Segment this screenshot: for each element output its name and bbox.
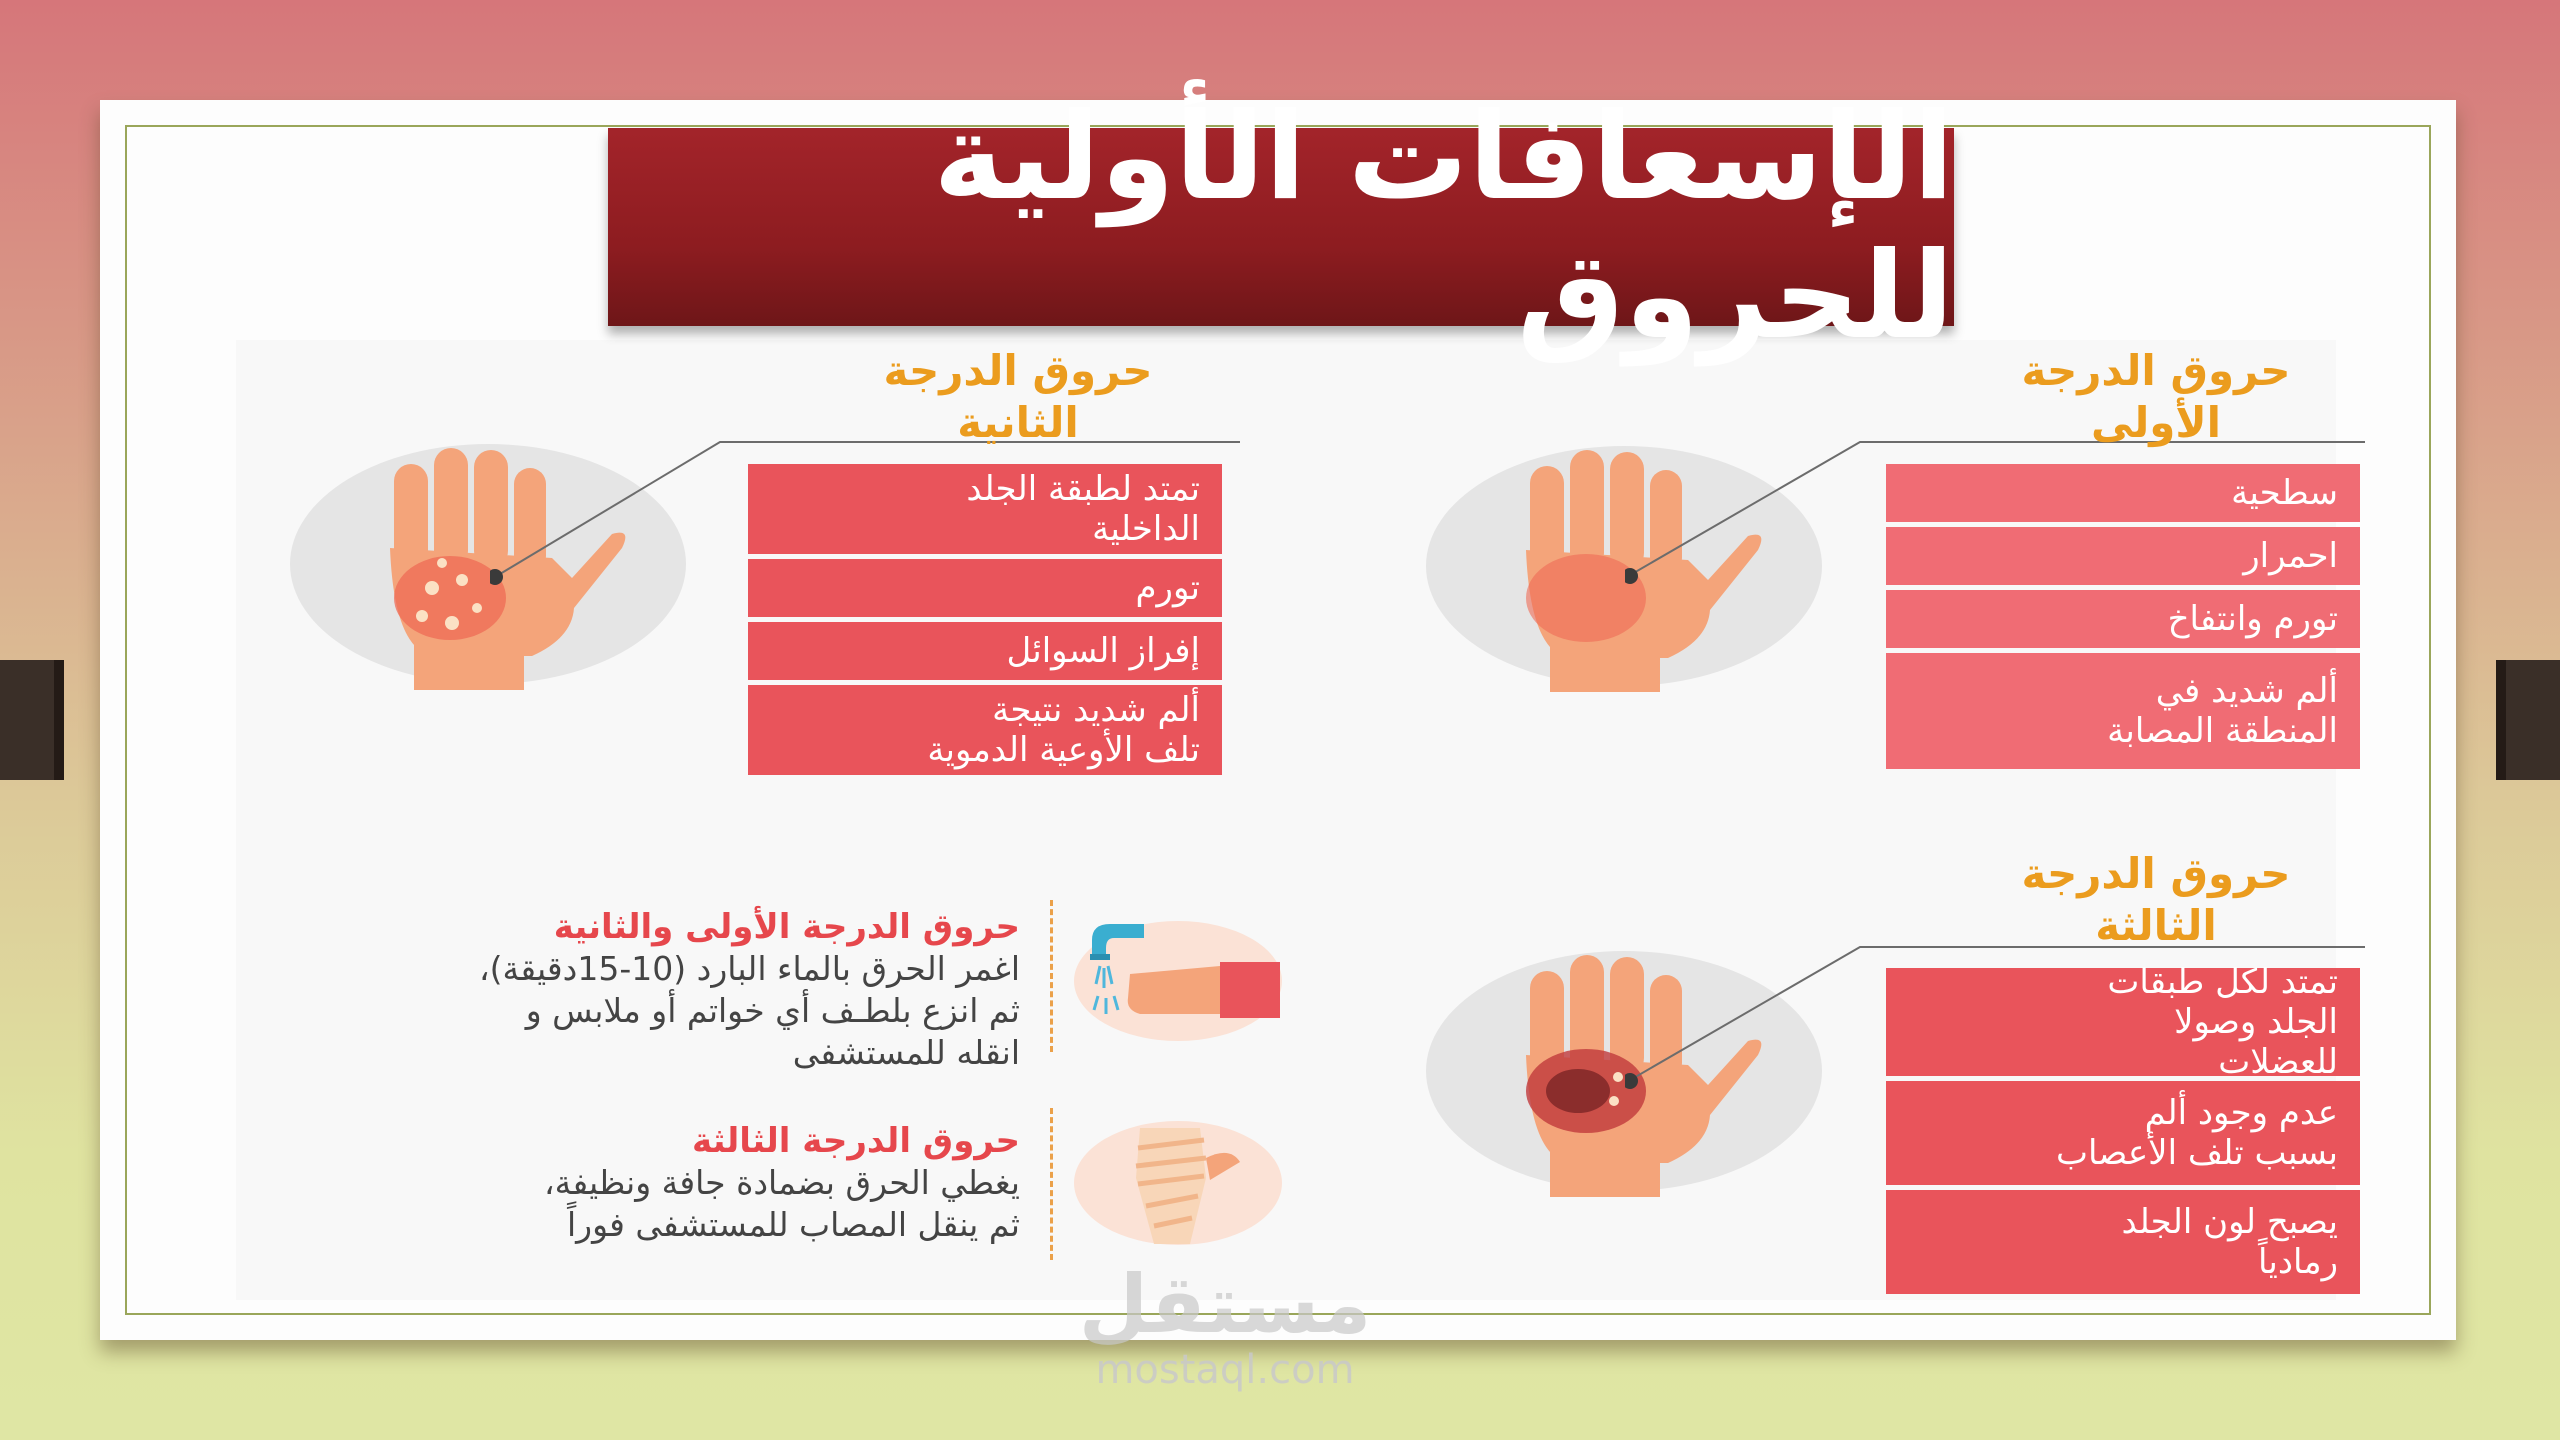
list-item: تورم bbox=[748, 559, 1222, 617]
bandaged-arm-icon bbox=[1070, 1118, 1286, 1248]
tip-first-second: حروق الدرجة الأولى والثانية اغمر الحرق بالماء البارد (10-15دقيقة)، ثم انزع بلطـف أي خواتم أو ملابس و انقله للمستشفى bbox=[479, 907, 1020, 1072]
third-degree-list bbox=[1886, 962, 2360, 1299]
list-item: تورم وانتفاخ bbox=[1886, 590, 2360, 648]
first-degree-list bbox=[1886, 464, 2360, 774]
dashed-divider bbox=[1050, 900, 1053, 1052]
dashed-divider bbox=[1050, 1108, 1053, 1260]
watermark bbox=[1075, 1258, 1375, 1393]
list-item: تمتد لطبقة الجلد الداخلية bbox=[748, 464, 1222, 554]
list-item: يصبح لون الجلد رمادياً bbox=[1886, 1190, 2360, 1294]
list-item: ألم شديد نتيجة تلف الأوعية الدموية bbox=[748, 685, 1222, 775]
page-title: الإسعافات الأولية للحروق bbox=[933, 88, 1954, 366]
list-item: ألم شديد في المنطقة المصابة bbox=[1886, 653, 2360, 769]
tip-third: حروق الدرجة الثالثة يغطي الحرق بضمادة جافة ونظيفة، ثم ينقل المصاب للمستشفى فوراً bbox=[543, 1121, 1020, 1244]
title-banner bbox=[608, 88, 1954, 366]
right-side-tab bbox=[2500, 660, 2560, 780]
second-degree-list bbox=[748, 464, 1222, 780]
list-item: تمتد لكل طبقات الجلد وصولا للعضلات bbox=[1886, 968, 2360, 1076]
list-item: عدم وجود ألم بسبب تلف الأعصاب bbox=[1886, 1081, 2360, 1185]
second-degree-title: حروق الدرجة الثانية bbox=[883, 346, 1153, 447]
left-side-tab bbox=[0, 660, 60, 780]
list-item: إفراز السوائل bbox=[748, 622, 1222, 680]
list-item: سطحية bbox=[1886, 464, 2360, 522]
watermark-logo: مستقل bbox=[1078, 1258, 1372, 1351]
third-degree-title: حروق الدرجة الثالثة bbox=[2021, 849, 2291, 950]
first-degree-title: حروق الدرجة الأولى bbox=[2021, 346, 2291, 447]
watermark-url: mostaql.com bbox=[1095, 1347, 1355, 1393]
list-item: احمرار bbox=[1886, 527, 2360, 585]
tap-water-hand-icon bbox=[1070, 918, 1286, 1044]
